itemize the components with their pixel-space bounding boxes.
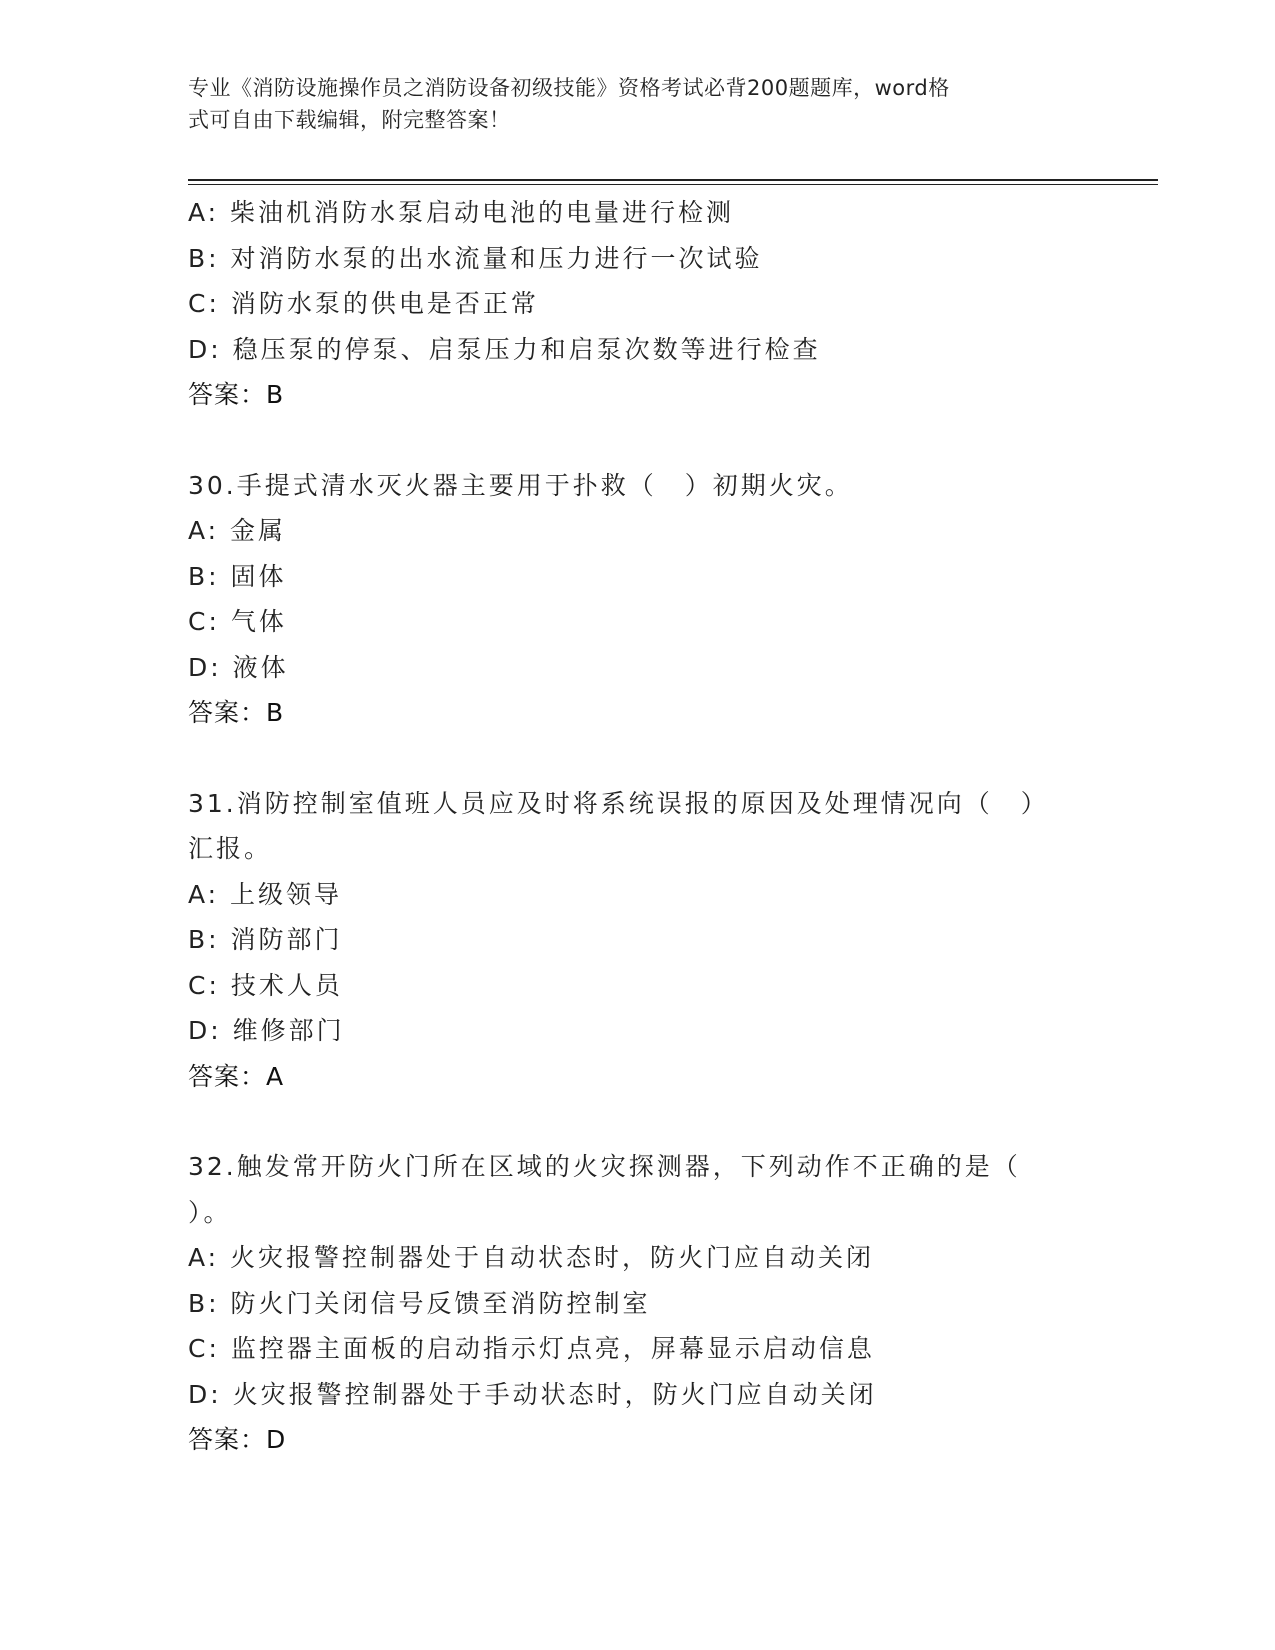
question-stem-line-1: 32.触发常开防火门所在区域的火灾探测器，下列动作不正确的是（ <box>188 1152 1021 1181</box>
spacer <box>188 1099 1088 1144</box>
header-line-1: 专业《消防设施操作员之消防设备初级技能》资格考试必背200题题库，word格 <box>188 76 950 100</box>
option-d: D: 维修部门 <box>188 1016 345 1045</box>
answer-line: 答案：D <box>188 1425 287 1454</box>
question-stem-line-1: 31.消防控制室值班人员应及时将系统误报的原因及处理情况向（ ） <box>188 788 1049 818</box>
option-b: B: 固体 <box>188 561 287 591</box>
spacer <box>188 418 1088 463</box>
option-a: A: 金属 <box>188 516 287 545</box>
option-d: D: 稳压泵的停泵、启泵压力和启泵次数等进行检查 <box>188 334 821 364</box>
question-32 <box>188 1144 1088 1463</box>
header-divider-thin <box>188 184 1158 185</box>
option-c: C: 监控器主面板的启动指示灯点亮，屏幕显示启动信息 <box>188 1334 875 1363</box>
option-c: C: 技术人员 <box>188 970 343 1000</box>
option-a: A: 柴油机消防水泵启动电池的电量进行检测 <box>188 198 735 227</box>
document-header <box>188 72 1068 136</box>
question-list <box>188 190 1088 1463</box>
option-c: C: 消防水泵的供电是否正常 <box>188 289 539 318</box>
spacer <box>188 736 1088 781</box>
question-stem-line-2: ）。 <box>188 1197 232 1227</box>
option-a: A: 上级领导 <box>188 879 343 909</box>
header-divider-thick <box>188 179 1158 181</box>
option-b: B: 防火门关闭信号反馈至消防控制室 <box>188 1288 651 1318</box>
header-line-2: 式可自由下载编辑，附完整答案！ <box>188 108 511 132</box>
answer-line: 答案：B <box>188 380 285 409</box>
option-d: D: 火灾报警控制器处于手动状态时，防火门应自动关闭 <box>188 1379 877 1409</box>
question-31 <box>188 781 1088 1100</box>
question-29 <box>188 190 1088 418</box>
answer-line: 答案：A <box>188 1061 285 1091</box>
question-30 <box>188 463 1088 736</box>
question-stem: 30.手提式清水灭火器主要用于扑救（ ）初期火灾。 <box>188 470 853 500</box>
option-a: A: 火灾报警控制器处于自动状态时，防火门应自动关闭 <box>188 1243 875 1272</box>
answer-line: 答案：B <box>188 698 285 727</box>
option-b: B: 消防部门 <box>188 925 343 954</box>
option-d: D: 液体 <box>188 652 289 682</box>
option-c: C: 气体 <box>188 607 287 636</box>
question-stem-line-2: 汇报。 <box>188 834 273 863</box>
option-b: B: 对消防水泵的出水流量和压力进行一次试验 <box>188 243 763 273</box>
